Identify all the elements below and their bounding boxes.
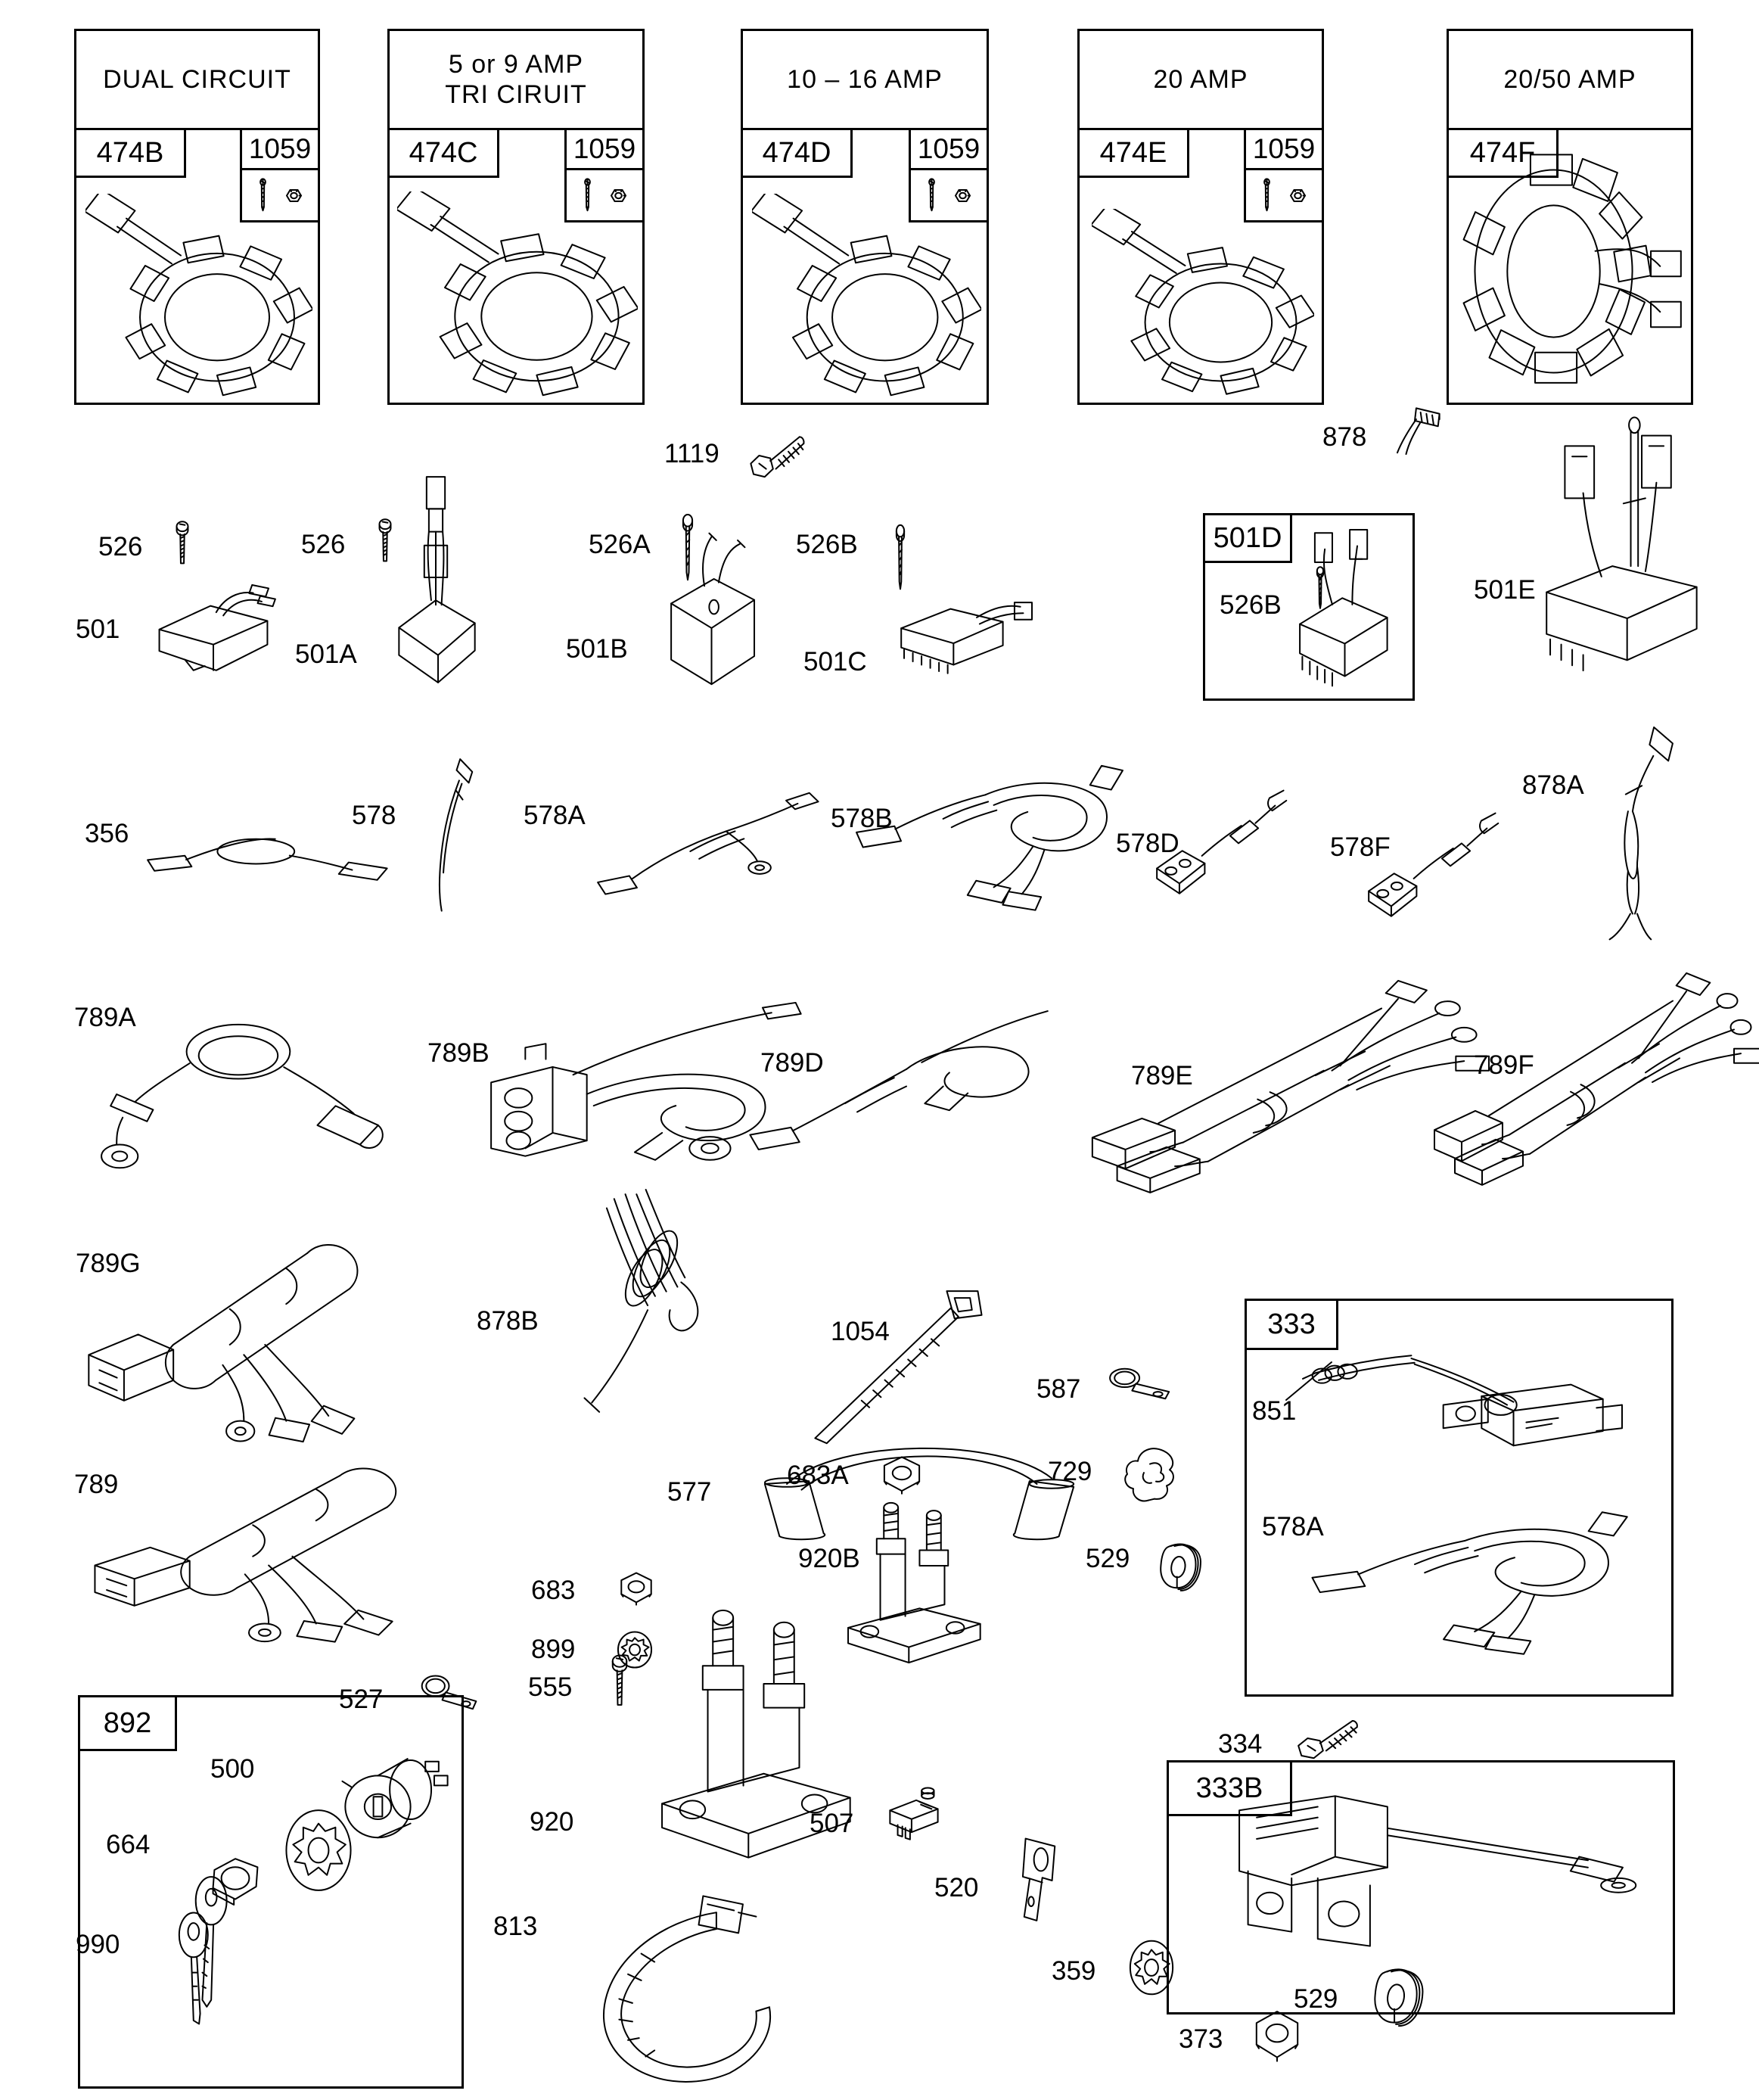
part-drawing-icon bbox=[1292, 1707, 1369, 1769]
part-drawing-icon bbox=[322, 1719, 470, 1860]
part-number-label: 526B bbox=[796, 530, 858, 559]
part-number-label: 529 bbox=[1086, 1544, 1130, 1573]
hardware-ref-label: 1059 bbox=[573, 133, 636, 164]
part-number-label: 729 bbox=[1048, 1457, 1092, 1486]
group-ref-label: 501D bbox=[1213, 521, 1282, 554]
diagram-ref-box bbox=[74, 128, 186, 178]
diagram-ref-box bbox=[1077, 128, 1189, 178]
part-number-label: 578 bbox=[352, 801, 396, 830]
group-ref-label: 333B bbox=[1195, 1772, 1263, 1804]
part-number-label: 334 bbox=[1218, 1729, 1263, 1759]
part-number-label: 526 bbox=[301, 530, 346, 559]
part-number-label: 373 bbox=[1179, 2024, 1223, 2054]
group-ref-label: 333 bbox=[1267, 1308, 1316, 1340]
stator-drawing bbox=[85, 194, 312, 400]
part-drawing-icon bbox=[596, 781, 820, 907]
part-number-label: 1119 bbox=[664, 439, 719, 468]
variant-title bbox=[1080, 31, 1322, 130]
part-number-label: 789E bbox=[1131, 1061, 1193, 1090]
diagram-ref-label: 474D bbox=[762, 136, 831, 169]
part-number-label: 500 bbox=[210, 1754, 255, 1784]
part-drawing-icon bbox=[575, 1892, 796, 2098]
part-drawing-icon bbox=[160, 1863, 271, 2034]
part-number-label: 578A bbox=[524, 801, 586, 830]
part-drawing-icon bbox=[145, 808, 386, 911]
part-number-label: 920B bbox=[798, 1544, 860, 1573]
part-number-label: 789 bbox=[74, 1470, 119, 1499]
part-drawing-icon bbox=[558, 1190, 744, 1421]
part-drawing-icon bbox=[1148, 778, 1289, 904]
part-drawing-icon bbox=[887, 577, 1032, 684]
part-number-label: 899 bbox=[531, 1635, 576, 1664]
variant-title-line1: 20 AMP bbox=[1153, 65, 1248, 94]
variant-title-line1: 5 or 9 AMP bbox=[448, 50, 584, 79]
part-number-label: 813 bbox=[493, 1912, 538, 1941]
part-drawing-icon bbox=[614, 1568, 658, 1609]
part-drawing-icon bbox=[1378, 403, 1451, 472]
part-number-label: 789A bbox=[74, 1003, 136, 1032]
part-drawing-icon bbox=[142, 574, 284, 681]
part-number-label: 578A bbox=[1262, 1512, 1324, 1542]
part-drawing-icon bbox=[876, 1780, 953, 1853]
part-drawing-icon bbox=[1315, 1487, 1648, 1655]
part-number-label: 526 bbox=[98, 532, 143, 562]
hardware-ref-label: 1059 bbox=[917, 133, 981, 164]
part-drawing-icon bbox=[1577, 730, 1692, 944]
part-drawing-icon bbox=[1360, 801, 1501, 926]
part-number-label: 990 bbox=[76, 1930, 120, 1959]
stator-drawing bbox=[1092, 209, 1314, 398]
part-drawing-icon bbox=[1282, 530, 1407, 692]
diagram-ref-label: 474F bbox=[1469, 136, 1536, 169]
diagram-ref-label: 474B bbox=[96, 136, 164, 169]
part-number-label: 577 bbox=[667, 1477, 712, 1507]
part-number-label: 664 bbox=[106, 1830, 151, 1859]
part-drawing-icon bbox=[1528, 415, 1711, 676]
part-number-label: 578B bbox=[831, 804, 893, 833]
part-drawing-icon bbox=[1204, 1775, 1640, 1953]
part-number-label: 501A bbox=[295, 639, 357, 669]
alternator-variant-box bbox=[1077, 29, 1324, 405]
part-drawing-icon bbox=[753, 997, 1060, 1168]
part-drawing-icon bbox=[82, 1197, 434, 1451]
part-number-label: 501 bbox=[76, 614, 120, 644]
hardware-ref-number bbox=[242, 130, 318, 170]
part-number-label: 851 bbox=[1252, 1396, 1297, 1426]
variant-title bbox=[76, 31, 318, 130]
hardware-ref-number bbox=[567, 130, 642, 170]
part-number-label: 501E bbox=[1474, 575, 1536, 605]
stator-drawing bbox=[397, 191, 638, 400]
part-number-label: 683 bbox=[531, 1576, 576, 1605]
variant-title-line2: TRI CIRUIT bbox=[445, 80, 587, 109]
part-drawing-icon bbox=[378, 463, 493, 692]
part-drawing-icon bbox=[735, 1429, 1103, 1574]
part-drawing-icon bbox=[410, 1662, 495, 1725]
part-number-label: 789B bbox=[427, 1038, 489, 1068]
part-number-label: 789F bbox=[1474, 1050, 1534, 1080]
part-drawing-icon bbox=[92, 997, 396, 1191]
group-ref-box bbox=[1203, 513, 1292, 563]
diagram-ref-box bbox=[387, 128, 499, 178]
part-number-label: 878 bbox=[1322, 422, 1367, 452]
part-number-label: 501C bbox=[803, 647, 867, 677]
part-number-label: 683A bbox=[787, 1461, 849, 1490]
alternator-variant-box bbox=[741, 29, 989, 405]
part-drawing-icon bbox=[626, 1606, 881, 1906]
part-drawing-icon bbox=[1005, 1833, 1074, 1928]
part-drawing-icon bbox=[1148, 1538, 1210, 1607]
hardware-ref-number bbox=[911, 130, 987, 170]
part-number-label: 526B bbox=[1220, 590, 1282, 620]
alternator-variant-box bbox=[1447, 29, 1693, 405]
alternator-variant-box bbox=[387, 29, 645, 405]
part-number-label: 507 bbox=[810, 1809, 854, 1838]
part-drawing-icon bbox=[1123, 1936, 1179, 1999]
part-drawing-icon bbox=[169, 521, 195, 569]
part-number-label: 789G bbox=[76, 1249, 141, 1278]
variant-title bbox=[743, 31, 987, 130]
diagram-ref-label: 474E bbox=[1099, 136, 1167, 169]
part-number-label: 1054 bbox=[831, 1317, 890, 1346]
part-number-label: 501B bbox=[566, 634, 628, 664]
variant-title bbox=[1449, 31, 1691, 130]
part-drawing-icon bbox=[803, 1277, 997, 1448]
diagram-ref-label: 474C bbox=[409, 136, 478, 169]
part-drawing-icon bbox=[1114, 1438, 1189, 1510]
part-drawing-icon bbox=[1097, 1356, 1189, 1414]
part-number-label: 520 bbox=[934, 1873, 979, 1902]
part-number-label: 356 bbox=[85, 819, 129, 848]
nut-icon bbox=[1288, 186, 1307, 205]
variant-title-line1: 10 – 16 AMP bbox=[787, 65, 943, 94]
screw-icon bbox=[1260, 178, 1273, 213]
variant-title-line1: 20/50 AMP bbox=[1503, 65, 1636, 94]
part-number-label: 529 bbox=[1294, 1984, 1338, 2014]
stator-drawing bbox=[752, 194, 981, 400]
part-number-label: 920 bbox=[530, 1807, 574, 1837]
part-number-label: 587 bbox=[1036, 1374, 1081, 1404]
part-number-label: 878A bbox=[1522, 770, 1584, 800]
stator-drawing bbox=[1456, 145, 1688, 398]
variant-title-line1: DUAL CIRCUIT bbox=[103, 65, 291, 94]
part-number-label: 359 bbox=[1052, 1956, 1096, 1986]
hardware-ref-label: 1059 bbox=[1252, 133, 1316, 164]
alternator-variant-box bbox=[74, 29, 320, 405]
group-ref-box bbox=[78, 1695, 177, 1751]
part-number-label: 526A bbox=[589, 530, 651, 559]
hardware-ref-label: 1059 bbox=[248, 133, 312, 164]
part-drawing-icon bbox=[1303, 1341, 1622, 1486]
diagram-ref-box bbox=[741, 128, 853, 178]
part-number-label: 578D bbox=[1116, 829, 1179, 858]
hardware-ref-number bbox=[1246, 130, 1322, 170]
part-drawing-icon bbox=[652, 530, 771, 705]
part-drawing-icon bbox=[1360, 1962, 1434, 2046]
part-drawing-icon bbox=[859, 740, 1140, 911]
part-drawing-icon bbox=[1421, 963, 1759, 1202]
part-drawing-icon bbox=[405, 758, 493, 917]
variant-title bbox=[390, 31, 642, 130]
part-number-label: 878B bbox=[477, 1306, 539, 1336]
part-number-label: 789D bbox=[760, 1048, 824, 1078]
group-ref-label: 892 bbox=[103, 1706, 152, 1739]
part-drawing-icon bbox=[87, 1426, 482, 1650]
part-number-label: 527 bbox=[339, 1685, 384, 1714]
part-number-label: 578F bbox=[1330, 832, 1391, 862]
part-drawing-icon bbox=[1286, 1362, 1332, 1400]
part-drawing-icon bbox=[745, 422, 815, 489]
part-number-label: 555 bbox=[528, 1672, 573, 1702]
